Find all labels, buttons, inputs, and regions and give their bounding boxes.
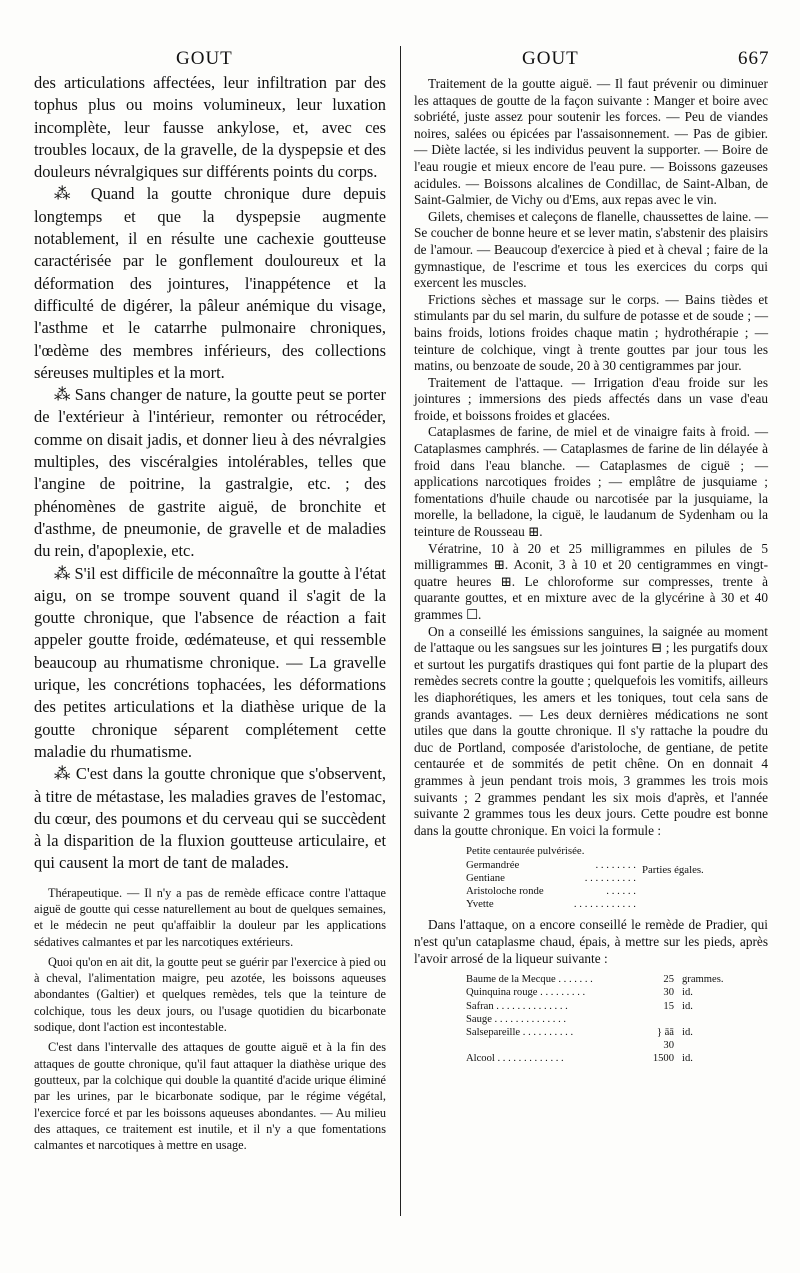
column-divider <box>400 46 401 1216</box>
paragraph: Dans l'attaque, on a encore conseillé le remède de Pradier, qui n'est qu'un cataplasme chaud, épais, à mettre sur les pieds, après l'avoir arrosé de la liqueur suivante : <box>414 917 768 966</box>
paragraph: On a conseillé les émissions sanguines, la saignée au moment de l'attaque ou les sangsues sur les jointures ⊟ ; les purgatifs doux et surtout les purgatifs drastiques qui font partie de la plupart des remèdes secrets contre la goutte ; quelquefois les vomitifs, ailleurs les diaphorétiques, les amers et les toniques, tout cela sans de grands avantages. — Les deux dernières médications ne sont utiles que dans la goutte chronique. Il s'y rattache la poudre du duc de Portland, composée d'aristoloche, de gentiane, de petite centaurée et de sommités de petit chêne. On en donnait 4 grammes à jeun pendant trois mois, 3 grammes les trois mois suivants ; 2 grammes pendant les six mois d'après, et l'année suivante 2 grammes tous les deux jours. Cette poudre est bonne dans la goutte chronique. En voici la formule : <box>414 623 768 838</box>
left-column <box>34 50 386 1153</box>
paragraph: Quoi qu'on en ait dit, la goutte peut se guérir par l'exercice à pied ou à cheval, l'alimentation maigre, peu azotée, les boissons aqueuses abondantes (Galtier) et quelques remèdes, tels que la teinture de colchique, tous les deux jours, ou l'usage quotidien du bicarbonate sodique, dont l'action est incontestable. <box>34 954 386 1035</box>
paragraph: Traitement de l'attaque. — Irrigation d'eau froide sur les jointures ; immersions des pieds affectés dans un vase d'eau froide, et boissons froides et glacées. <box>414 374 768 423</box>
paragraph: Frictions sèches et massage sur le corps. — Bains tièdes et stimulants par du sel marin, du sulfure de potasse et de soude ; — bains froids, lotions froides chaque matin ; hydrothérapie ; — teinture de colchique, vingt à trente gouttes par jour tous les matins, ou benzoate de soude, 20 à 30 centigrammes par jour. <box>414 291 768 374</box>
recipe-row: Quinquina rouge . . . . . . . . . 30 id. <box>466 987 693 999</box>
paragraph: ⁂ Quand la goutte chronique dure depuis longtemps et que la dyspepsie augmente notablement, il en résulte une cachexie goutteuse caractérisée par le gonflement douloureux et la déformation des jointures, l'inappétence et la difficulté de digérer, la pâleur anémique du visage, l'asthme et le catarrhe pulmonaire chroniques, l'œdème des membres inférieurs, des collections séreuses multiples et la mort. <box>34 184 386 382</box>
paragraph: des articulations affectées, leur infiltration par des tophus plus ou moins volumineux, leur luxation incomplète, leur fausse ankylose, et, avec ces troubles locaux, de la gravelle, de la dyspepsie et des douleurs névralgiques sur différents points du corps. <box>34 73 386 182</box>
page-number: 667 <box>738 48 770 69</box>
recipe-row: Sauge . . . . . . . . . . . . . . <box>466 1013 567 1025</box>
liquor-recipe <box>466 973 768 1065</box>
formula-item: Yvette . . . . . . . . . . . . <box>466 898 636 911</box>
right-running-head: GOUT <box>522 48 579 69</box>
paragraph: ⁂ S'il est difficile de méconnaître la goutte à l'état aigu, on se trompe souvent quand il s'agit de la goutte chronique, que l'absence de réaction a fait appeler goutte froide, œdémateuse, et qui ressemble beaucoup au rhumatisme chronique. — La gravelle urique, les concrétions tophacées, les déformations des petites articulations et la diathèse urique de la goutte chronique séparent complétement cette maladie du rhumatisme. <box>34 563 386 761</box>
right-column <box>414 50 768 1066</box>
paragraph: C'est dans l'intervalle des attaques de goutte aiguë et à la fin des attaques de goutte chronique, qu'il faut attaquer la diathèse urique des goutteux, par la colchique qui double la quantité d'acide urique éliminé par les urines, par le bicarbonate sodique, par le régime végétal, l'exercice forcé et par les boissons aqueuses abondantes. — Au milieu des attaques, ce traitement est inutile, et il n'y a que fomentations calmantes et narcotiques à mettre en usage. <box>34 1040 386 1153</box>
formula-item: Petite centaurée pulvérisée. <box>466 845 585 858</box>
recipe-row: Alcool . . . . . . . . . . . . . 1500 id. <box>466 1053 693 1065</box>
formula-item: Gentiane . . . . . . . . . . <box>466 871 636 884</box>
formula-note: Parties égales. <box>642 864 704 877</box>
recipe-row: Baume de la Mecque . . . . . . . 25 grammes. <box>466 974 724 986</box>
paragraph: ⁂ C'est dans la goutte chronique que s'observent, à titre de métastase, les maladies graves de l'estomac, du cœur, des poumons et du cerveau qui se succèdent à la disparition de la fluxion goutteuse articulaire, et qui causent la mort de tant de malades. <box>34 764 386 873</box>
paragraph: Thérapeutique. — Il n'y a pas de remède efficace contre l'attaque aiguë de goutte qui cesse naturellement au bout de quelques semaines, et le médecin ne peut qu'affaiblir la douleur par les applications sédatives calmantes et par les narcotiques extérieurs. <box>34 885 386 949</box>
paragraph: Gilets, chemises et caleçons de flanelle, chaussettes de laine. — Se coucher de bonne heure et se lever matin, s'abstenir des plaisirs de l'amour. — Beaucoup d'exercice à pied et à cheval ; faire de la gymnastique, de l'escrime et tous les exercices du corps qui exercent les muscles. <box>414 208 768 291</box>
paragraph: Cataplasmes de farine, de miel et de vinaigre faits à froid. — Cataplasmes camphrés. — Cataplasmes de farine de lin délayée à froid dans l'eau blanche. — Cataplasmes de ciguë ; — applications narcotiques froides ; — emplâtre de jusquiame ; fomentations d'huile chaude ou narcotisée par la jusquiame, la morelle, la belladone, la ciguë, le laudanum de Sydenham ou la teinture de Rousseau ⊞. <box>414 424 768 540</box>
formula-item: Germandrée . . . . . . . . <box>466 858 636 871</box>
formula-list <box>466 845 768 911</box>
paragraph: Vératrine, 10 à 20 et 25 milligrammes en pilules de 5 milligrammes ⊞. Aconit, 3 à 10 et 20 centigrammes en vingt-quatre heures ⊞. Le chloroforme sur compresses, trente à quarante gouttes, et en mixture avec de la glycérine à 30 et 40 grammes ☐. <box>414 540 768 622</box>
formula-item: Aristoloche ronde . . . . . . <box>466 884 636 897</box>
paragraph: Traitement de la goutte aiguë. — Il faut prévenir ou diminuer les attaques de goutte de la façon suivante : Manger et boire avec sobriété, juste assez pour soutenir les forces. — Peu de viandes noires, salées ou épicées par l'assaisonnement. — Pas de gibier. — Diète lactée, si les individus peuvent la supporter. — Boire de l'eau rougie et mieux encore de l'eau pure. — Boissons gazeuses acidules. — Boissons alcalines de Condillac, de Saint-Alban, de Saint-Galmier, de Vichy ou d'Ems, aux repas avec le vin. <box>414 76 768 208</box>
paragraph: ⁂ Sans changer de nature, la goutte peut se porter de l'extérieur à l'intérieur, remonter ou rétrocéder, comme on disait jadis, et donner lieu à des névralgies multiples, des viscéralgies intolérables, telles que l'angine de poitrine, la gastralgie, etc. ; des phénomènes de gastrite aiguë, de bronchite et d'asthme, de pneumonie, de gravelle et de maladies du rein, d'apoplexie, etc. <box>34 385 386 561</box>
recipe-row: Salsepareille . . . . . . . . . . } āā 30 id. <box>466 1026 693 1052</box>
left-running-head: GOUT <box>176 48 233 69</box>
recipe-row: Safran . . . . . . . . . . . . . . 15 id. <box>466 1000 693 1012</box>
